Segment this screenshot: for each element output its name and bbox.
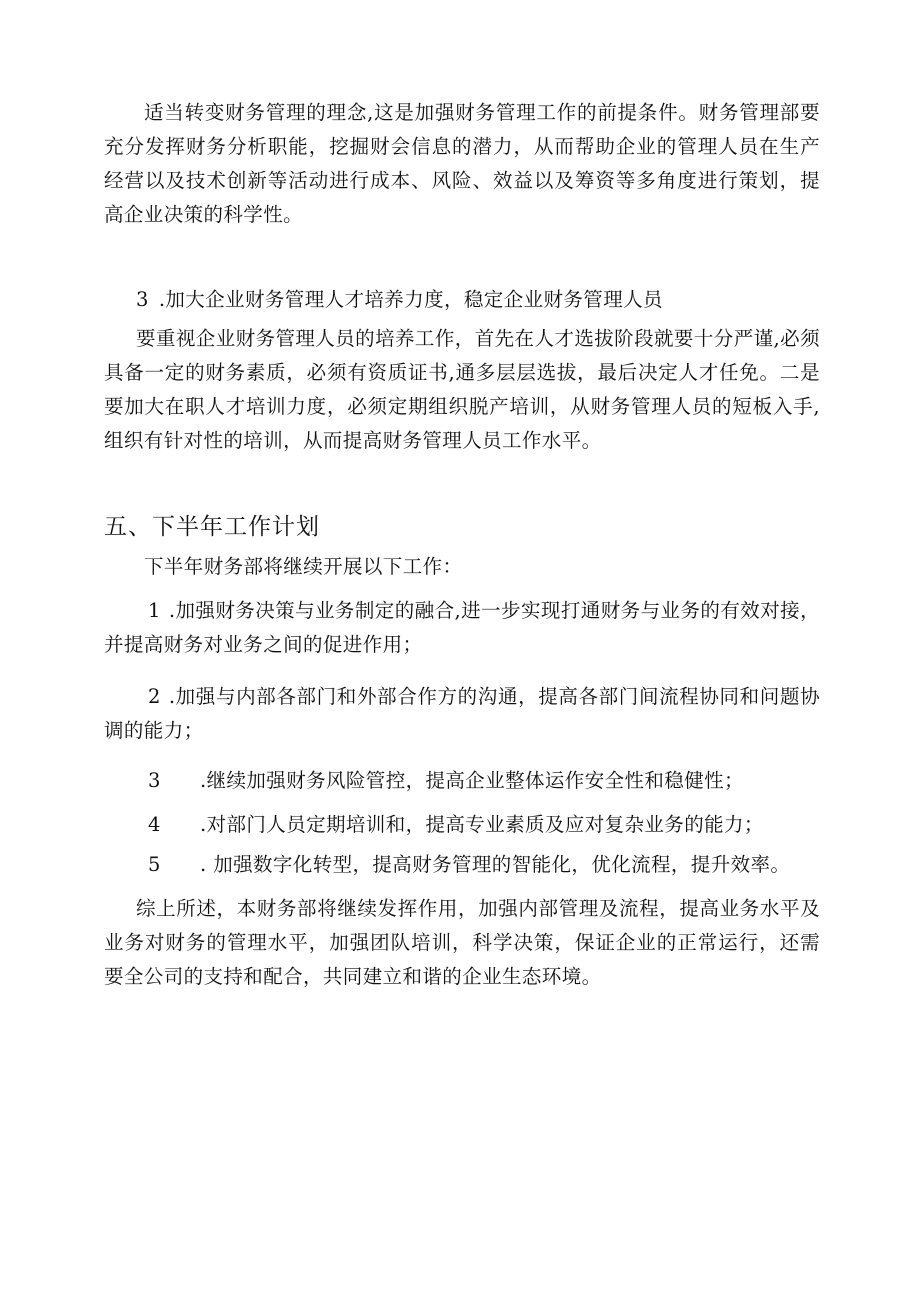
- subheading-title: .加大企业财务管理人才培养力度，稳定企业财务管理人员: [158, 288, 663, 311]
- plan-item-text: .继续加强财务风险管控，提高企业整体运作安全性和稳健性；: [200, 769, 744, 792]
- plan-item-number: 2: [148, 685, 161, 708]
- plan-item-5: [104, 848, 820, 882]
- plan-item-number: 3: [148, 769, 161, 792]
- paragraph-finance-concept: 适当转变财务管理的理念,这是加强财务管理工作的前提条件。财务管理部要充分发挥财务分析职能，挖掘财会信息的潜力，从而帮助企业的管理人员在生产经营以及技术创新等活动进行成本、风险、效益以及筹资等多角度进行策划，提高企业决策的科学性。: [104, 101, 820, 226]
- plan-item-number: 4: [148, 813, 161, 836]
- section-heading-plan: 五、下半年工作计划: [104, 514, 320, 540]
- plan-item-number: 5: [148, 853, 161, 876]
- plan-item-3: [104, 764, 820, 798]
- plan-item-text: .加强财务决策与业务制定的融合,进一步实现打通财务与业务的有效对接，并提高财务对业务之间的促进作用；: [104, 599, 820, 656]
- plan-item-text: .加强与内部各部门和外部合作方的沟通，提高各部门间流程协同和问题协调的能力；: [104, 685, 820, 742]
- plan-item-1: [104, 594, 820, 662]
- paragraph-conclusion: 综上所述，本财务部将继续发挥作用，加强内部管理及流程，提高业务水平及业务对财务的管理水平，加强团队培训，科学决策，保证企业的正常运行，还需要全公司的支持和配合，共同建立和谐的企业生态环境。: [104, 897, 820, 988]
- plan-item-number: 1: [148, 599, 161, 622]
- plan-item-text: .对部门人员定期培训和，提高专业素质及应对复杂业务的能力；: [200, 813, 764, 836]
- paragraph-plan-intro: 下半年财务部将继续开展以下工作：: [144, 555, 463, 578]
- paragraph-talent-training: 要重视企业财务管理人员的培养工作，首先在人才选拔阶段就要十分严谨,必须具备一定的财务素质，必须有资质证书,通多层层选拔，最后决定人才任免。二是要加大在职人才培训力度，必须定期组织脱产培训，从财务管理人员的短板入手,组织有针对性的培训，从而提高财务管理人员工作水平。: [104, 327, 820, 452]
- subheading-3: [136, 284, 663, 312]
- plan-item-text: . 加强数字化转型，提高财务管理的智能化，优化流程，提升效率。: [200, 853, 791, 876]
- subheading-number: 3: [136, 288, 149, 311]
- plan-item-4: [104, 808, 820, 842]
- plan-item-2: [104, 680, 820, 748]
